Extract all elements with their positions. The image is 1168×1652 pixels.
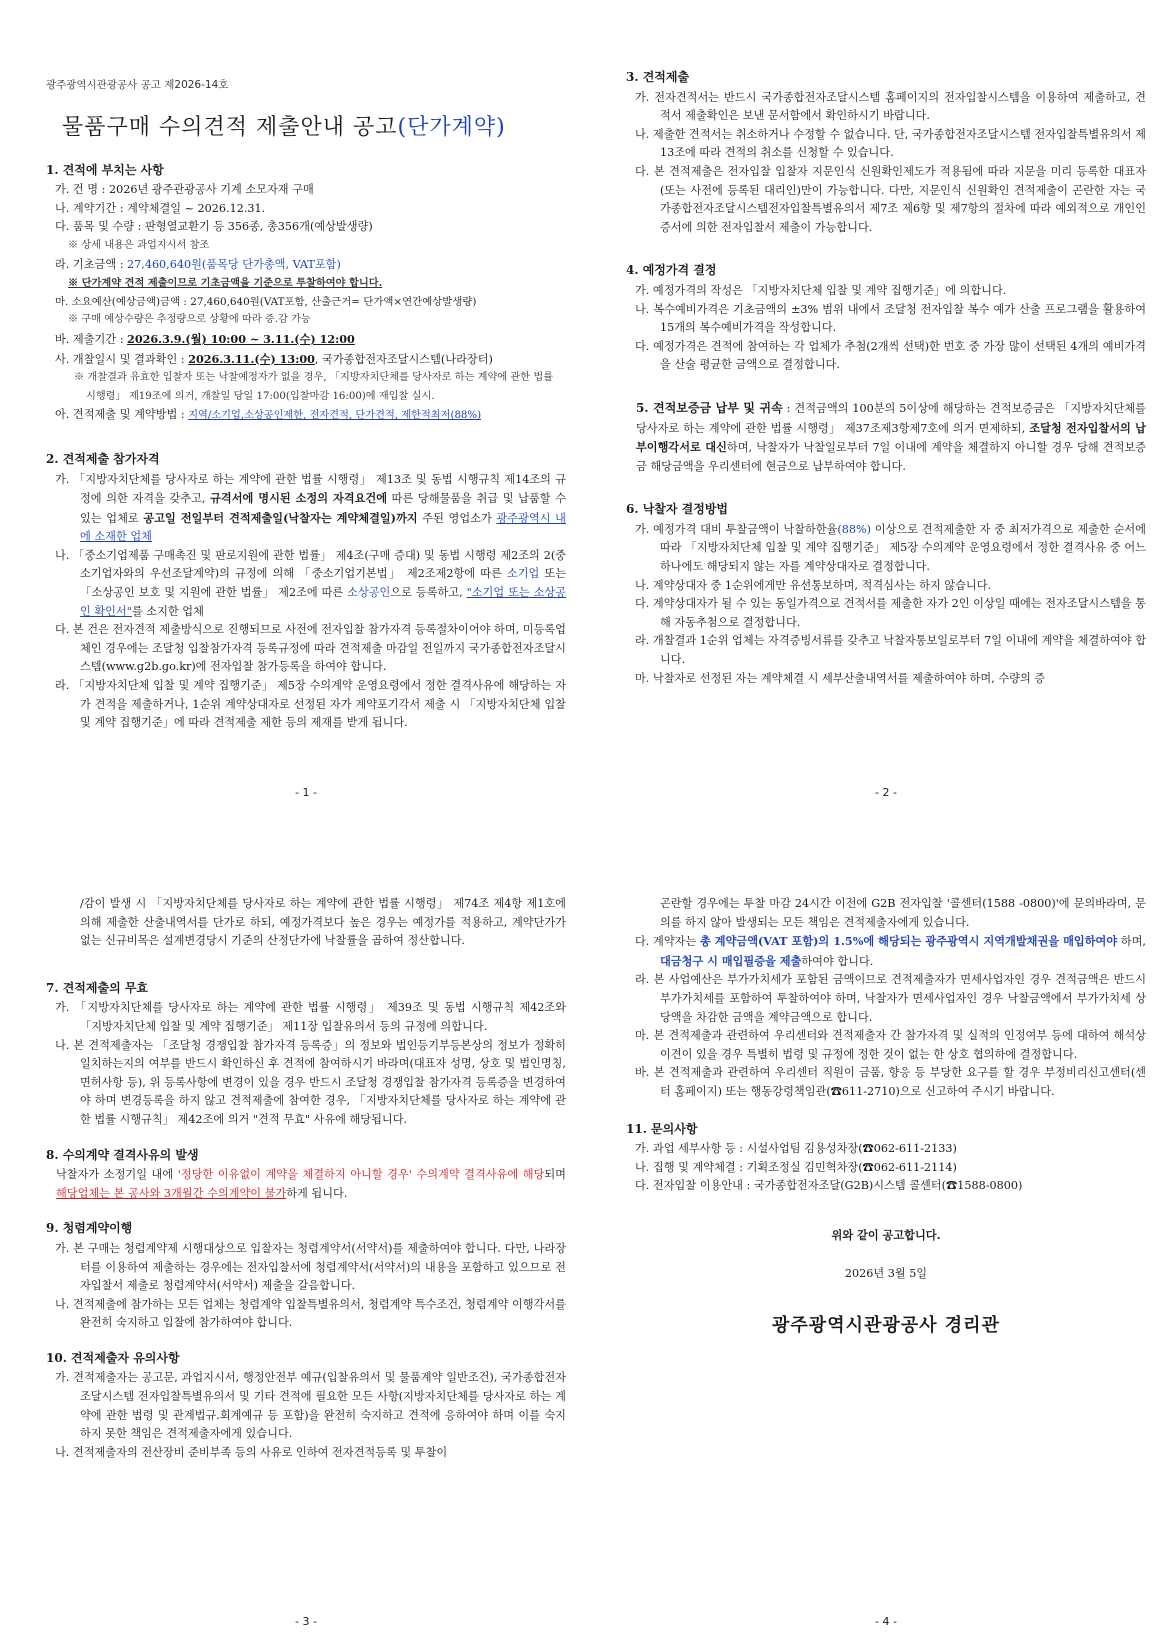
item-9a: 가. 본 구매는 청렴계약제 시행대상으로 입찰자는 청렴계약서(서약서)를 제출하여야 합니다. 다만, 나라장터를 이용하여 제출하는 경우에는 전자입찰서에 청렴계약서(서약서)의 내용을 포함하고 있으므로 전자입찰서 제출로 청렴계약서(서약서) 제출을 갈음합니다.: [55, 1241, 566, 1293]
note-1d: ※ 단가계약 견적 제출이므로 기초금액을 기준으로 투찰하여야 합니다.: [68, 277, 383, 290]
item-11a: 가. 과업 세부사항 등 : 시설사업팀 김용성차장(☎062-611-2133): [635, 1142, 957, 1156]
item-3b: 나. 제출한 견적서는 취소하거나 수정할 수 없습니다. 단, 국가종합전자조달시스템 전자입찰특별유의서 제13조에 따라 견적의 취소를 신청할 수 있습니다.: [635, 127, 1146, 160]
item-10b: 나. 견적제출자의 전산장비 준비부족 등의 사유로 인하여 전자견적등록 및 투찰이: [55, 1445, 448, 1459]
page-number-3: - 3 -: [295, 1615, 317, 1628]
item-11c: 다. 전자입찰 이용안내 : 국가종합전자조달(G2B)시스템 콜센터(☎1588-0800): [635, 1179, 1023, 1193]
section-9-heading: 9. 청렴계약이행: [46, 1221, 133, 1236]
item-6e: 마. 낙찰자로 선정된 자는 계약체결 시 세부산출내역서를 제출하여야 하며, 수량의 증: [635, 671, 1046, 685]
item-4b: 나. 복수예비가격은 기초금액의 ±3% 범위 내에서 조달청 전자입찰 복수 예가 산출 프로그램을 활용하여 15개의 복수예비가격을 작성합니다.: [635, 302, 1146, 335]
item-1e: 마. 소요예산(예상금액)금액 : 27,460,640원(VAT포함, 산출근거= 단가액×연간예상발생량): [55, 295, 477, 308]
page-1: [46, 68, 566, 733]
item-1f: 바. 제출기간 : 2026.3.9.(월) 10:00 ~ 3.11.(수) 12:00: [55, 331, 355, 346]
page-number-4: - 4 -: [875, 1615, 897, 1628]
note-1e: ※ 구매 예상수량은 추정량으로 상황에 따라 증.감 가능: [68, 314, 311, 326]
item-4a: 가. 예정가격의 작성은 「지방자치단체 입찰 및 계약 집행기준」에 의합니다.: [635, 283, 1007, 297]
item-1a: 가. 건 명 : 2026년 광주관광공사 기계 소모자재 구매: [55, 183, 314, 197]
item-1c: 다. 품목 및 수량 : 판형열교환기 등 356종, 총356개(예상발생량): [55, 220, 373, 234]
notice-number: 광주광역시관광공사 공고 제2026-14호: [46, 79, 229, 91]
item-7b: 나. 본 견적제출자는 「조달청 경쟁입찰 참가자격 등록증」의 정보와 법인등기부등본상의 정보가 정확히 일치하는지의 여부를 반드시 확인하신 후 견적에 참여하시기 바라며(대표자 성명, 상호 및 법인명칭, 면허사항 등), 위 등록사항에 변경이 있을 경우 반드시 조달청 경쟁입찰 참가자격 등록증을 변경하여야 하며 변경등록을 하지 않고 견적제출에 참여한 경우, 「지방자치단체를 당사자로 하는 계약에 관한 법률 시행규칙」 제42조에 의거 "견적 무효" 사유에 해당됩니다.: [55, 1038, 566, 1126]
section-5: 5. 견적보증금 납부 및 귀속 : 견적금액의 100분의 5이상에 해당하는 견적보증금은 「지방자치단체를 당사자로 하는 계약에 관한 법률 시행령」 제37조제3항제7호에 의거 면제하되, 조달청 전자입찰서의 납부이행각서로 대신하며, 낙찰자가 낙찰일로부터 7일 이내에 계약을 체결하지 아니할 경우 당해 견적보증금 해당금액을 우리센터에 현금으로 납부하여야 합니다.: [636, 400, 1146, 473]
section-1-heading: 1. 견적에 부치는 사항: [46, 162, 164, 177]
page-number-2: - 2 -: [875, 786, 897, 799]
item-2d: 라. 「지방자치단체 입찰 및 계약 집행기준」 제5장 수의계약 운영요령에서 정한 결격사유에 해당하는 자가 견적을 제출하거나, 1순위 계약상대자로 선정된 자가 계약포기각서 제출 시 「지방자치단체 입찰 및 계약 집행기준」에 따라 견적제출 제한 등의 제재를 받게 됩니다.: [55, 679, 566, 730]
closing-statement: 위와 같이 공고합니다.: [831, 1227, 941, 1242]
issuer-name: 광주광역시관광공사 경리관: [772, 1315, 1000, 1337]
item-6c: 다. 계약상대자가 될 수 있는 동일가격으로 견적서를 제출한 자가 2인 이상일 때에는 전자조달시스템을 통해 자동추첨으로 결정합니다.: [635, 597, 1146, 629]
item-2c: 다. 본 건은 전자견적 제출방식으로 진행되므로 사전에 전자입찰 참가자격 등록절차이어야 하며, 미등록업체인 경우에는 조달청 입찰참가자격 등록규정에 따라 견적제출 마감일 전일까지 국가종합전자조달시스템(www.g2b.go.kr)에 전자입찰 참가등록을 하여야 합니다.: [55, 623, 566, 674]
section-7-heading: 7. 견적제출의 무효: [46, 980, 149, 995]
section-2-heading: 2. 견적제출 참가자격: [46, 451, 160, 466]
section-8-body: 낙찰자가 소정기일 내에 '정당한 이유없이 계약을 체결하지 아니할 경우' 수의계약 결격사유에 해당되며 해당업체는 본 공사와 3개월간 수의계약이 불가하게 됩니다.: [56, 1168, 566, 1200]
item-9b: 나. 견적제출에 참가하는 모든 업체는 청렴계약 입찰특별유의서, 청렴계약 특수조건, 청렴계약 이행각서를 완전히 숙지하고 입찰에 참가하여야 합니다.: [55, 1297, 566, 1330]
item-2b: 나. 「중소기업제품 구매촉진 및 판로지원에 관한 법률」 제4조(구매 증대) 및 동법 시행령 제2조의 2(중소기업자와의 우선조달계약)의 규정에 의해 「중소기업기본법」 제2조제2항에 따른 소기업 또는 「소상공인 보호 및 지원에 관한 법률」 제2조에 따른 소상공인으로 등록하고, "소기업 또는 소상공인 확인서"를 소지한 업체: [55, 548, 567, 618]
item-1d: 라. 기초금액 : 27,460,640원(품목당 단가총액, VAT포함): [55, 257, 341, 271]
page-2: [626, 68, 1146, 688]
section-8-heading: 8. 수의계약 결격사유의 발생: [46, 1147, 199, 1162]
item-4c: 다. 예정가격은 견적에 참여하는 각 업체가 추첨(2개씩 선택)한 번호 중 가장 많이 선택된 4개의 예비가격을 산술 평균한 금액으로 결정합니다.: [635, 339, 1146, 372]
item-3c: 다. 본 견적제출은 전자입찰 입찰자 지문인식 신원확인제도가 적용됨에 따라 지문을 미리 등록한 대표자(또는 사전에 등록된 대리인)만이 가능합니다. 다만, 지문인식 신원확인 견적제출이 곤란한 자는 국가종합전자조달시스템전자입찰특별유의서 제7조 제6항 및 제7항의 절차에 따라 예외적으로 개인인증서에 의한 전자입찰서 제출이 가능합니다.: [635, 164, 1146, 234]
item-10f: 바. 본 견적제출과 관련하여 우리센터 직원이 금품, 향응 등 부당한 요구를 할 경우 부정비리신고센터(센터 홈페이지) 또는 행동강령책임관(☎611-2710)으로 신고하여 주시기 바랍니다.: [635, 1066, 1146, 1098]
page-4: [626, 895, 1146, 1336]
item-6e-continued: /감이 발생 시 「지방자치단체를 당사자로 하는 계약에 관한 법률 시행령」 제74조 제4항 제1호에 의해 제출한 산출내역서를 단가로 하되, 예정가격보다 높은 경우는 예정가를 적용하고, 계약단가가 없는 신규비목은 설계변경당시 기준의 산정단가에 낙찰률을 곱하여 정산합니다.: [80, 897, 566, 948]
page-number-1: - 1 -: [295, 786, 317, 799]
item-6b: 나. 계약상대자 중 1순위에게만 유선통보하며, 적격심사는 하지 않습니다.: [635, 578, 992, 592]
item-10b-continued: 곤란할 경우에는 투찰 마감 24시간 이전에 G2B 전자입찰 '콜센터(1588 -0800)'에 문의바라며, 문의를 하지 않아 발생되는 모든 책임은 견적제출자에게 있습니다.: [660, 897, 1146, 929]
section-3-heading: 3. 견적제출: [626, 70, 690, 84]
section-10-heading: 10. 견적제출자 유의사항: [46, 1350, 180, 1365]
item-10a: 가. 견적제출자는 공고문, 과업지시서, 행정안전부 예규(입찰유의서 및 물품계약 일반조건), 국가종합전자조달시스템 전자입찰특별유의서 및 기타 견적에 필요한 모든 사항(지방자치단체를 당사자로 하는 계약에 관한 법령 및 관계법규.회계예규 등 포함)을 완전히 숙지하고 견적에 응하여야 하며 이를 숙지하지 못한 책임은 견적제출자에게 있습니다.: [55, 1371, 566, 1441]
note-1c: ※ 상세 내용은 과업지시서 참조: [68, 239, 210, 251]
item-6a: 가. 예정가격 대비 투찰금액이 낙찰하한율(88%) 이상으로 견적제출한 자 중 최저가격으로 제출한 순서에 따라 「지방자치단체 입찰 및 계약 집행기준」 제5장 수의계약 운영요령에서 정한 결격사유 중 어느 하나에도 해당되지 않는 자를 계약상대자로 결정합니다.: [635, 522, 1146, 574]
item-1b: 나. 계약기간 : 계약체결일 ~ 2026.12.31.: [55, 201, 266, 215]
item-10c: 다. 계약자는 총 계약금액(VAT 포함)의 1.5%에 해당되는 광주광역시 지역개발채권을 매입하여야 하며, 대금청구 시 매입필증을 제출하여야 합니다.: [635, 934, 1146, 968]
section-4-heading: 4. 예정가격 결정: [626, 263, 717, 278]
section-6-heading: 6. 낙찰자 결정방법: [626, 502, 729, 517]
page-3: [46, 895, 566, 1462]
item-10e: 마. 본 견적제출과 관련하여 우리센터와 견적제출자 간 참가자격 및 실적의 인정여부 등에 대하여 해석상 이견이 있을 경우 특별히 법령 및 규정에 정한 것이 없는 한 상호 협의하에 결정합니다.: [635, 1029, 1146, 1061]
note-1g: ※ 개찰결과 유효한 입찰자 또는 낙찰예정자가 없을 경우, 「지방자치단체를 당사자로 하는 계약에 관한 법률 시행령」 제19조에 의거, 개찰일 당일 17:00(입찰마감 16:00)에 재입찰 실시.: [74, 372, 554, 402]
document-title: 물품구매 수의견적 제출안내 공고(단가계약): [62, 114, 506, 140]
item-7a: 가. 「지방자치단체를 당사자로 하는 계약에 관한 법률 시행령」 제39조 및 동법 시행규칙 제42조와 「지방자치단체 입찰 및 계약 집행기준」 제11장 입찰유의서 등의 규정에 의합니다.: [55, 1001, 566, 1033]
notice-date: 2026년 3월 5일: [844, 1266, 928, 1280]
item-1h: 아. 견적제출 및 계약방법 : 지역/소기업,소상공인제한, 전자견적, 단가견적, 제한적최저(88%): [55, 408, 482, 422]
item-6d: 라. 개찰결과 1순위 업체는 자격증빙서류를 갖추고 낙찰자통보일로부터 7일 이내에 계약을 체결하여야 합니다.: [635, 634, 1146, 667]
item-10d: 라. 본 사업예산은 부가가치세가 포함된 금액이므로 견적제출자가 면세사업자인 경우 견적금액은 반드시 부가가치세를 포함하여 투찰하여야 하며, 낙찰자가 면세사업자인 경우 낙찰금액에서 부가가치세 상당액을 차감한 금액을 계약금액으로 합니다.: [635, 973, 1146, 1024]
section-11-heading: 11. 문의사항: [626, 1121, 698, 1136]
item-2a: 가. 「지방자치단체를 당사자로 하는 계약에 관한 법률 시행령」 제13조 및 동법 시행규칙 제14조의 규정에 의한 자격을 갖추고, 규격서에 명시된 소정의 자격요건에 따른 당해물품을 취급 및 납품할 수 있는 업체로 공고일 전일부터 견적제출일(낙찰자는 계약체결일)까지 주된 영업소가 광주광역시 내에 소재한 업체: [55, 472, 567, 544]
item-11b: 나. 집행 및 계약체결 : 기획조정실 김민혁차장(☎062-611-2114): [635, 1160, 957, 1174]
item-1g: 사. 개찰일시 및 결과확인 : 2026.3.11.(수) 13:00, 국가종합전자조달시스템(나라장터): [55, 351, 493, 366]
item-3a: 가. 전자견적서는 반드시 국가종합전자조달시스템 홈페이지의 전자입찰시스템을 이용하여 제출하고, 견적서 제출확인은 보낸 문서함에서 확인하시기 바랍니다.: [635, 90, 1146, 123]
